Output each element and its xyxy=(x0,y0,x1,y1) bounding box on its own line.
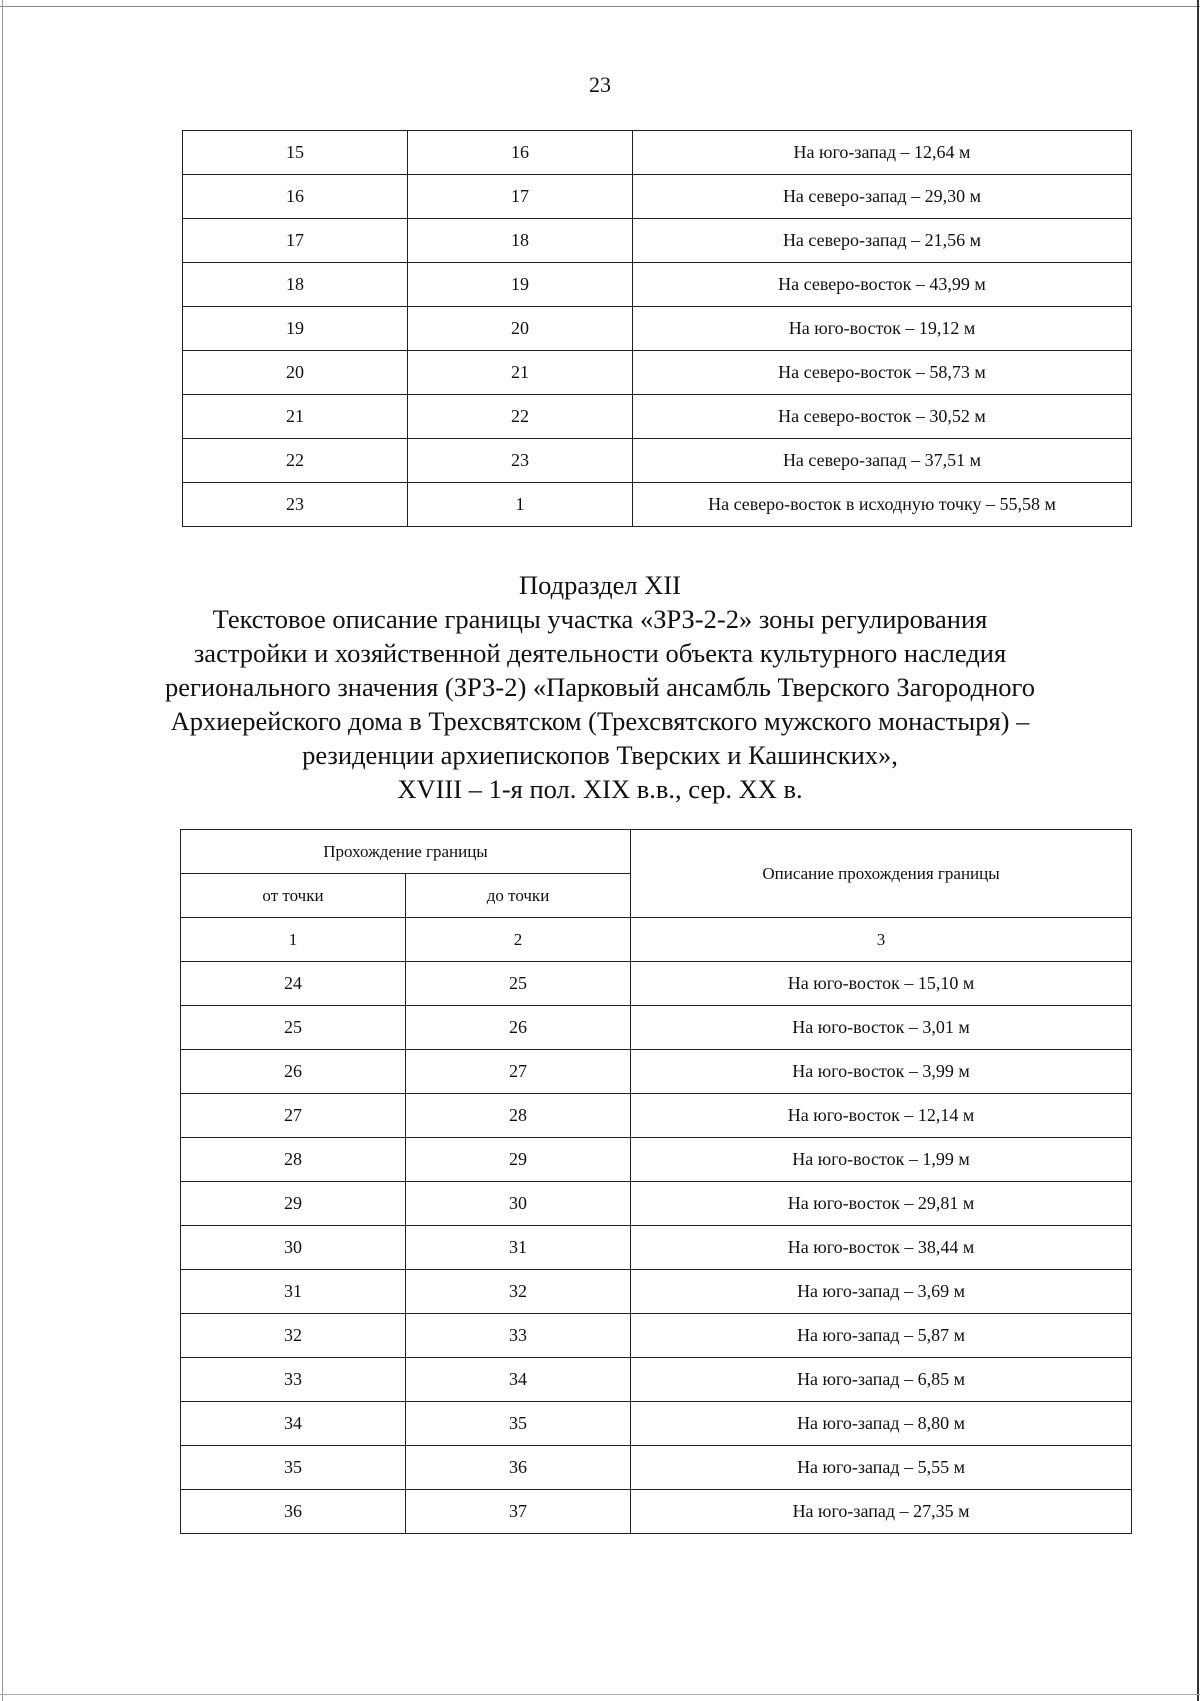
table-row xyxy=(181,962,1132,1006)
from-point-cell: 29 xyxy=(181,1182,406,1226)
description-cell: На юго-восток – 19,12 м xyxy=(633,307,1132,351)
from-point-cell: 16 xyxy=(183,175,408,219)
to-point-cell: 36 xyxy=(406,1446,631,1490)
section-title-line: Архиерейского дома в Трехсвятском (Трехсвятского мужского монастыря) – xyxy=(170,706,1030,736)
column-number: 3 xyxy=(631,918,1132,962)
description-cell: На юго-восток – 12,14 м xyxy=(631,1094,1132,1138)
from-point-header: от точки xyxy=(181,874,406,918)
to-point-cell: 32 xyxy=(406,1270,631,1314)
page-border-right xyxy=(1197,0,1199,1701)
description-cell: На северо-восток – 30,52 м xyxy=(633,395,1132,439)
table-row xyxy=(181,1446,1132,1490)
table-row xyxy=(183,131,1132,175)
to-point-cell: 37 xyxy=(406,1490,631,1534)
table-row xyxy=(183,175,1132,219)
table-row xyxy=(183,263,1132,307)
table-row xyxy=(181,1050,1132,1094)
from-point-cell: 30 xyxy=(181,1226,406,1270)
to-point-cell: 25 xyxy=(406,962,631,1006)
to-point-cell: 33 xyxy=(406,1314,631,1358)
to-point-header: до точки xyxy=(406,874,631,918)
column-number-row xyxy=(181,918,1132,962)
description-cell: На юго-восток – 1,99 м xyxy=(631,1138,1132,1182)
description-cell: На северо-восток в исходную точку – 55,58 м xyxy=(633,483,1132,527)
description-cell: На юго-восток – 38,44 м xyxy=(631,1226,1132,1270)
table-row xyxy=(181,1182,1132,1226)
table-row xyxy=(181,1094,1132,1138)
to-point-cell: 16 xyxy=(408,131,633,175)
description-cell: На юго-восток – 29,81 м xyxy=(631,1182,1132,1226)
to-point-cell: 28 xyxy=(406,1094,631,1138)
from-point-cell: 25 xyxy=(181,1006,406,1050)
page-border-top xyxy=(0,6,1200,7)
to-point-cell: 22 xyxy=(408,395,633,439)
table-row xyxy=(183,439,1132,483)
boundary-table xyxy=(180,829,1132,1534)
from-point-cell: 27 xyxy=(181,1094,406,1138)
from-point-cell: 24 xyxy=(181,962,406,1006)
page-number: 23 xyxy=(589,72,611,97)
column-number: 2 xyxy=(406,918,631,962)
to-point-cell: 27 xyxy=(406,1050,631,1094)
table-row xyxy=(181,1270,1132,1314)
from-point-cell: 35 xyxy=(181,1446,406,1490)
table-header-row xyxy=(181,830,1132,874)
description-cell: На северо-запад – 37,51 м xyxy=(633,439,1132,483)
to-point-cell: 19 xyxy=(408,263,633,307)
table-row xyxy=(183,307,1132,351)
column-number: 1 xyxy=(181,918,406,962)
description-header: Описание прохождения границы xyxy=(631,830,1132,918)
table-row xyxy=(181,1490,1132,1534)
description-cell: На юго-запад – 27,35 м xyxy=(631,1490,1132,1534)
table-row xyxy=(181,1006,1132,1050)
section-title-line: регионального значения (ЗРЗ-2) «Парковый ансамбль Тверского Загородного xyxy=(165,672,1035,702)
page-border-left xyxy=(2,0,3,1701)
from-point-cell: 33 xyxy=(181,1358,406,1402)
table-row xyxy=(183,351,1132,395)
from-point-cell: 31 xyxy=(181,1270,406,1314)
page-border-bottom xyxy=(0,1694,1200,1695)
to-point-cell: 18 xyxy=(408,219,633,263)
description-cell: На юго-запад – 6,85 м xyxy=(631,1358,1132,1402)
from-point-cell: 32 xyxy=(181,1314,406,1358)
to-point-cell: 30 xyxy=(406,1182,631,1226)
from-point-cell: 26 xyxy=(181,1050,406,1094)
description-cell: На юго-запад – 12,64 м xyxy=(633,131,1132,175)
section-title-line: застройки и хозяйственной деятельности объекта культурного наследия xyxy=(193,638,1007,668)
from-point-cell: 23 xyxy=(183,483,408,527)
description-cell: На юго-запад – 3,69 м xyxy=(631,1270,1132,1314)
from-point-cell: 18 xyxy=(183,263,408,307)
section-title-line: резиденции архиепископов Тверских и Кашинских», xyxy=(302,740,898,770)
from-point-cell: 19 xyxy=(183,307,408,351)
description-cell: На юго-восток – 3,01 м xyxy=(631,1006,1132,1050)
to-point-cell: 23 xyxy=(408,439,633,483)
description-cell: На северо-восток – 43,99 м xyxy=(633,263,1132,307)
to-point-cell: 20 xyxy=(408,307,633,351)
section-title-line: XVIII – 1-я пол. XIX в.в., сер. XX в. xyxy=(397,774,803,804)
table-row xyxy=(181,1402,1132,1446)
from-point-cell: 28 xyxy=(181,1138,406,1182)
to-point-cell: 17 xyxy=(408,175,633,219)
to-point-cell: 29 xyxy=(406,1138,631,1182)
to-point-cell: 26 xyxy=(406,1006,631,1050)
subsection-heading: Подраздел XII xyxy=(519,570,681,600)
boundary-table-continued xyxy=(182,130,1132,527)
section-title-line: Текстовое описание границы участка «ЗРЗ-2-2» зоны регулирования xyxy=(212,604,988,634)
to-point-cell: 35 xyxy=(406,1402,631,1446)
from-point-cell: 36 xyxy=(181,1490,406,1534)
section-title xyxy=(150,568,1050,806)
description-cell: На юго-запад – 5,87 м xyxy=(631,1314,1132,1358)
from-point-cell: 17 xyxy=(183,219,408,263)
table-row xyxy=(181,1314,1132,1358)
description-cell: На северо-запад – 21,56 м xyxy=(633,219,1132,263)
from-point-cell: 34 xyxy=(181,1402,406,1446)
from-point-cell: 21 xyxy=(183,395,408,439)
description-cell: На юго-восток – 3,99 м xyxy=(631,1050,1132,1094)
to-point-cell: 31 xyxy=(406,1226,631,1270)
table-row xyxy=(183,395,1132,439)
from-point-cell: 15 xyxy=(183,131,408,175)
table-row xyxy=(181,1226,1132,1270)
table-row xyxy=(183,483,1132,527)
from-point-cell: 20 xyxy=(183,351,408,395)
table-row xyxy=(181,1358,1132,1402)
boundary-group-header: Прохождение границы xyxy=(181,830,631,874)
table-row xyxy=(183,219,1132,263)
description-cell: На юго-запад – 5,55 м xyxy=(631,1446,1132,1490)
description-cell: На юго-восток – 15,10 м xyxy=(631,962,1132,1006)
to-point-cell: 21 xyxy=(408,351,633,395)
description-cell: На северо-восток – 58,73 м xyxy=(633,351,1132,395)
description-cell: На юго-запад – 8,80 м xyxy=(631,1402,1132,1446)
to-point-cell: 1 xyxy=(408,483,633,527)
description-cell: На северо-запад – 29,30 м xyxy=(633,175,1132,219)
from-point-cell: 22 xyxy=(183,439,408,483)
table-row xyxy=(181,1138,1132,1182)
to-point-cell: 34 xyxy=(406,1358,631,1402)
